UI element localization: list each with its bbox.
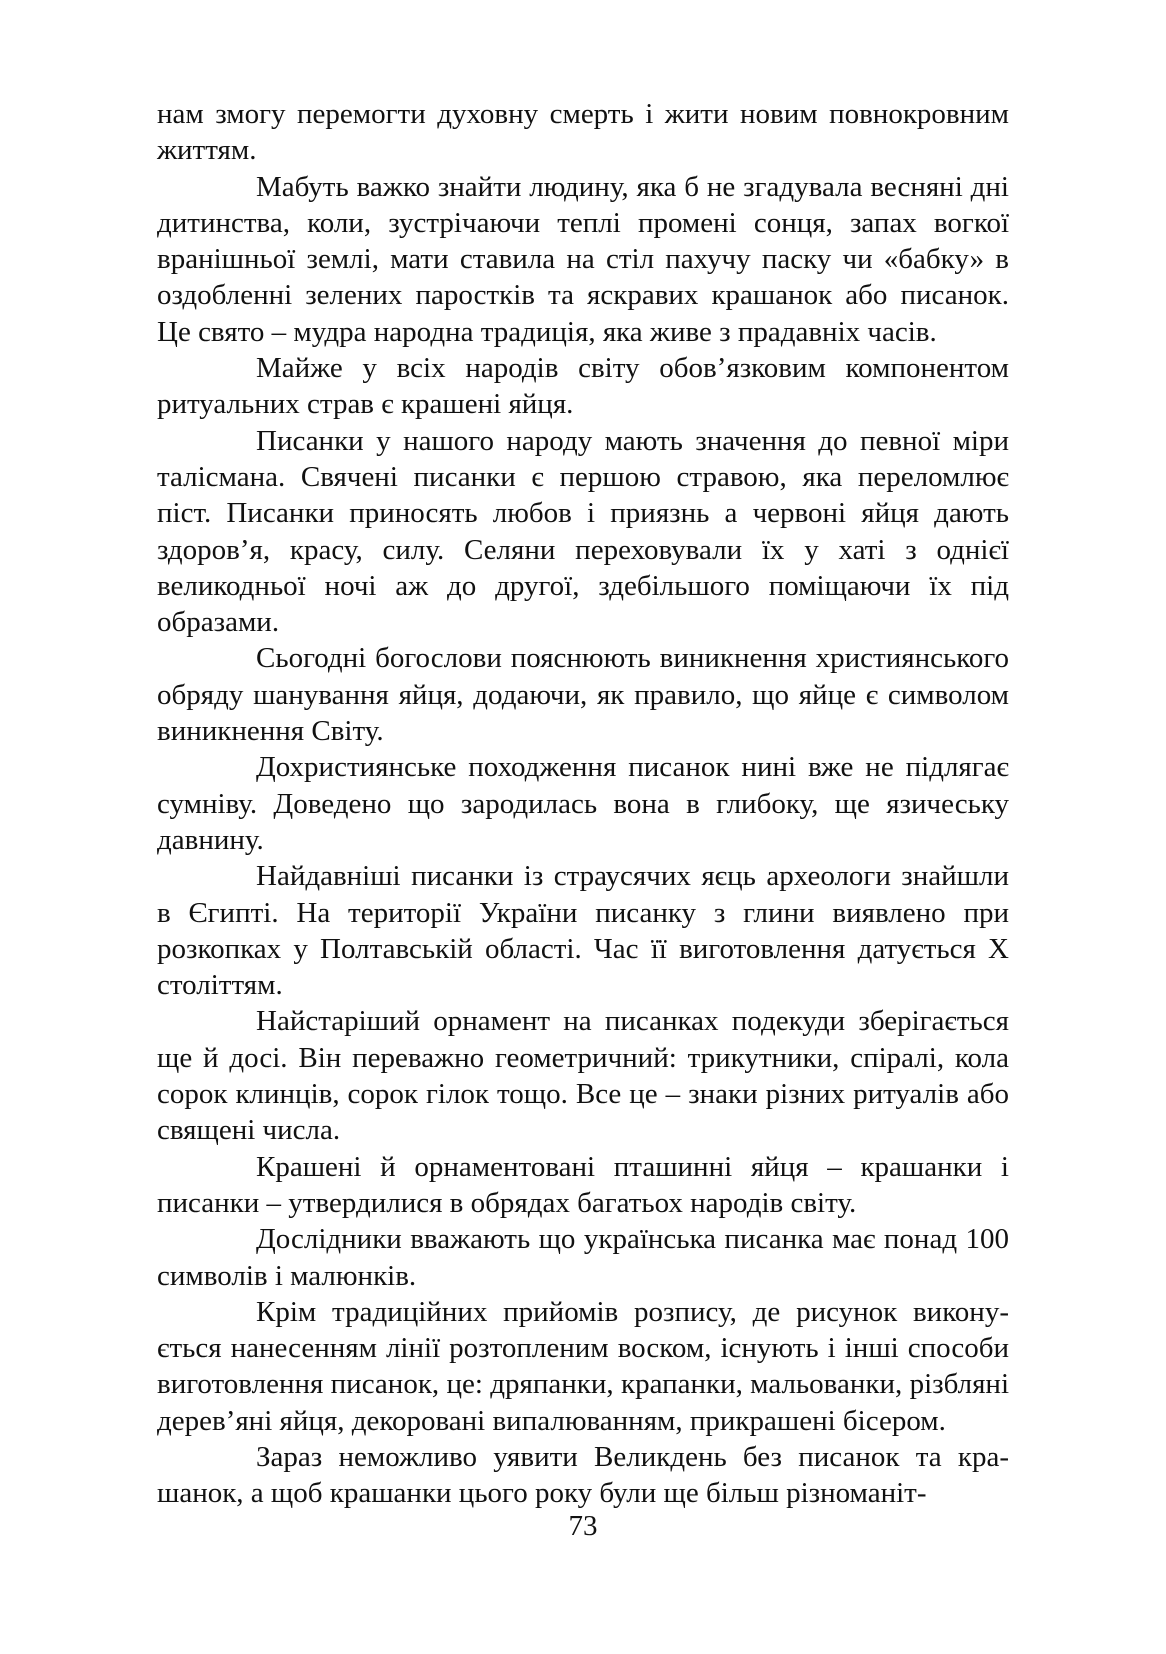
paragraph-10: Дослідники вважають що українська писанка має понад 100 символів і малюнків. — [157, 1223, 1009, 1292]
paragraph-7: Найдавніші писанки із страусячих яєць археологи знайшли в Єгипті. На території України писанку з глини виявлено при розкопках у Полтавській області. Час її виготовлення датується Х століттям. — [157, 860, 1009, 1002]
paragraph-3: Майже у всіх народів світу обов’язковим компонентом ритуальних страв є крашені яйця. — [157, 352, 1009, 421]
paragraph-2: Мабуть важко знайти людину, яка б не згадувала весняні дні дитинства, коли, зустрічаючи теплі промені сонця, запах вогкої вранішньої землі, мати ставила на стіл пахучу паску чи «бабку» в оздобленні зелених паростків та яскравих крашанок або писанок. Це свято – мудра народна традиція, яка живе з прадавніх часів. — [157, 170, 1009, 348]
paragraph-12: Зараз неможливо уявити Великдень без писанок та крашанок, а щоб крашанки цього року були ще більш різноманіт- — [157, 1440, 1009, 1510]
paragraph-9: Крашені й орнаментовані пташинні яйця – крашанки і писанки – утвердилися в обрядах багатьох народів світу. — [157, 1150, 1009, 1219]
page-body — [157, 96, 1009, 1512]
paragraph-5: Сьогодні богослови пояснюють виникнення християнського обряду шанування яйця, додаючи, як правило, що яйце є символом виникнення Світу. — [157, 642, 1009, 748]
paragraph-4: Писанки у нашого народу мають значення до певної міри талісмана. Свячені писанки є першою стравою, яка переломлює піст. Писанки приносять любов і приязнь а червоні яйця дають здоров’я, красу, силу. Селяни переховували їх у хаті з однієї великодньої ночі аж до другої, здебільшого поміщаючи їх під образами. — [157, 424, 1009, 639]
paragraph-8: Найстаріший орнамент на писанках подекуди зберігається ще й досі. Він переважно геометричний: трикутники, спіралі, кола сорок клинців, сорок гілок тощо. Все це – знаки різних ритуалів або священі числа. — [157, 1005, 1009, 1147]
page-number: 73 — [568, 1510, 598, 1542]
paragraph-11: Крім традиційних прийомів розпису, де рисунок виконується нанесенням лінії розтопленим воском, існують і інші способи виготовлення писанок, це: дряпанки, крапанки, мальованки, різбляні дерев’яні яйця, декоровані випалюванням, прикрашені бісером. — [157, 1295, 1009, 1437]
paragraph-1: нам змогу перемогти духовну смерть і жити новим повнокровним життям. — [157, 98, 1009, 167]
paragraph-6: Дохристиянське походження писанок нині вже не підлягає сумніву. Доведено що зародилась вона в глибоку, ще язичеську давнину. — [157, 751, 1009, 856]
